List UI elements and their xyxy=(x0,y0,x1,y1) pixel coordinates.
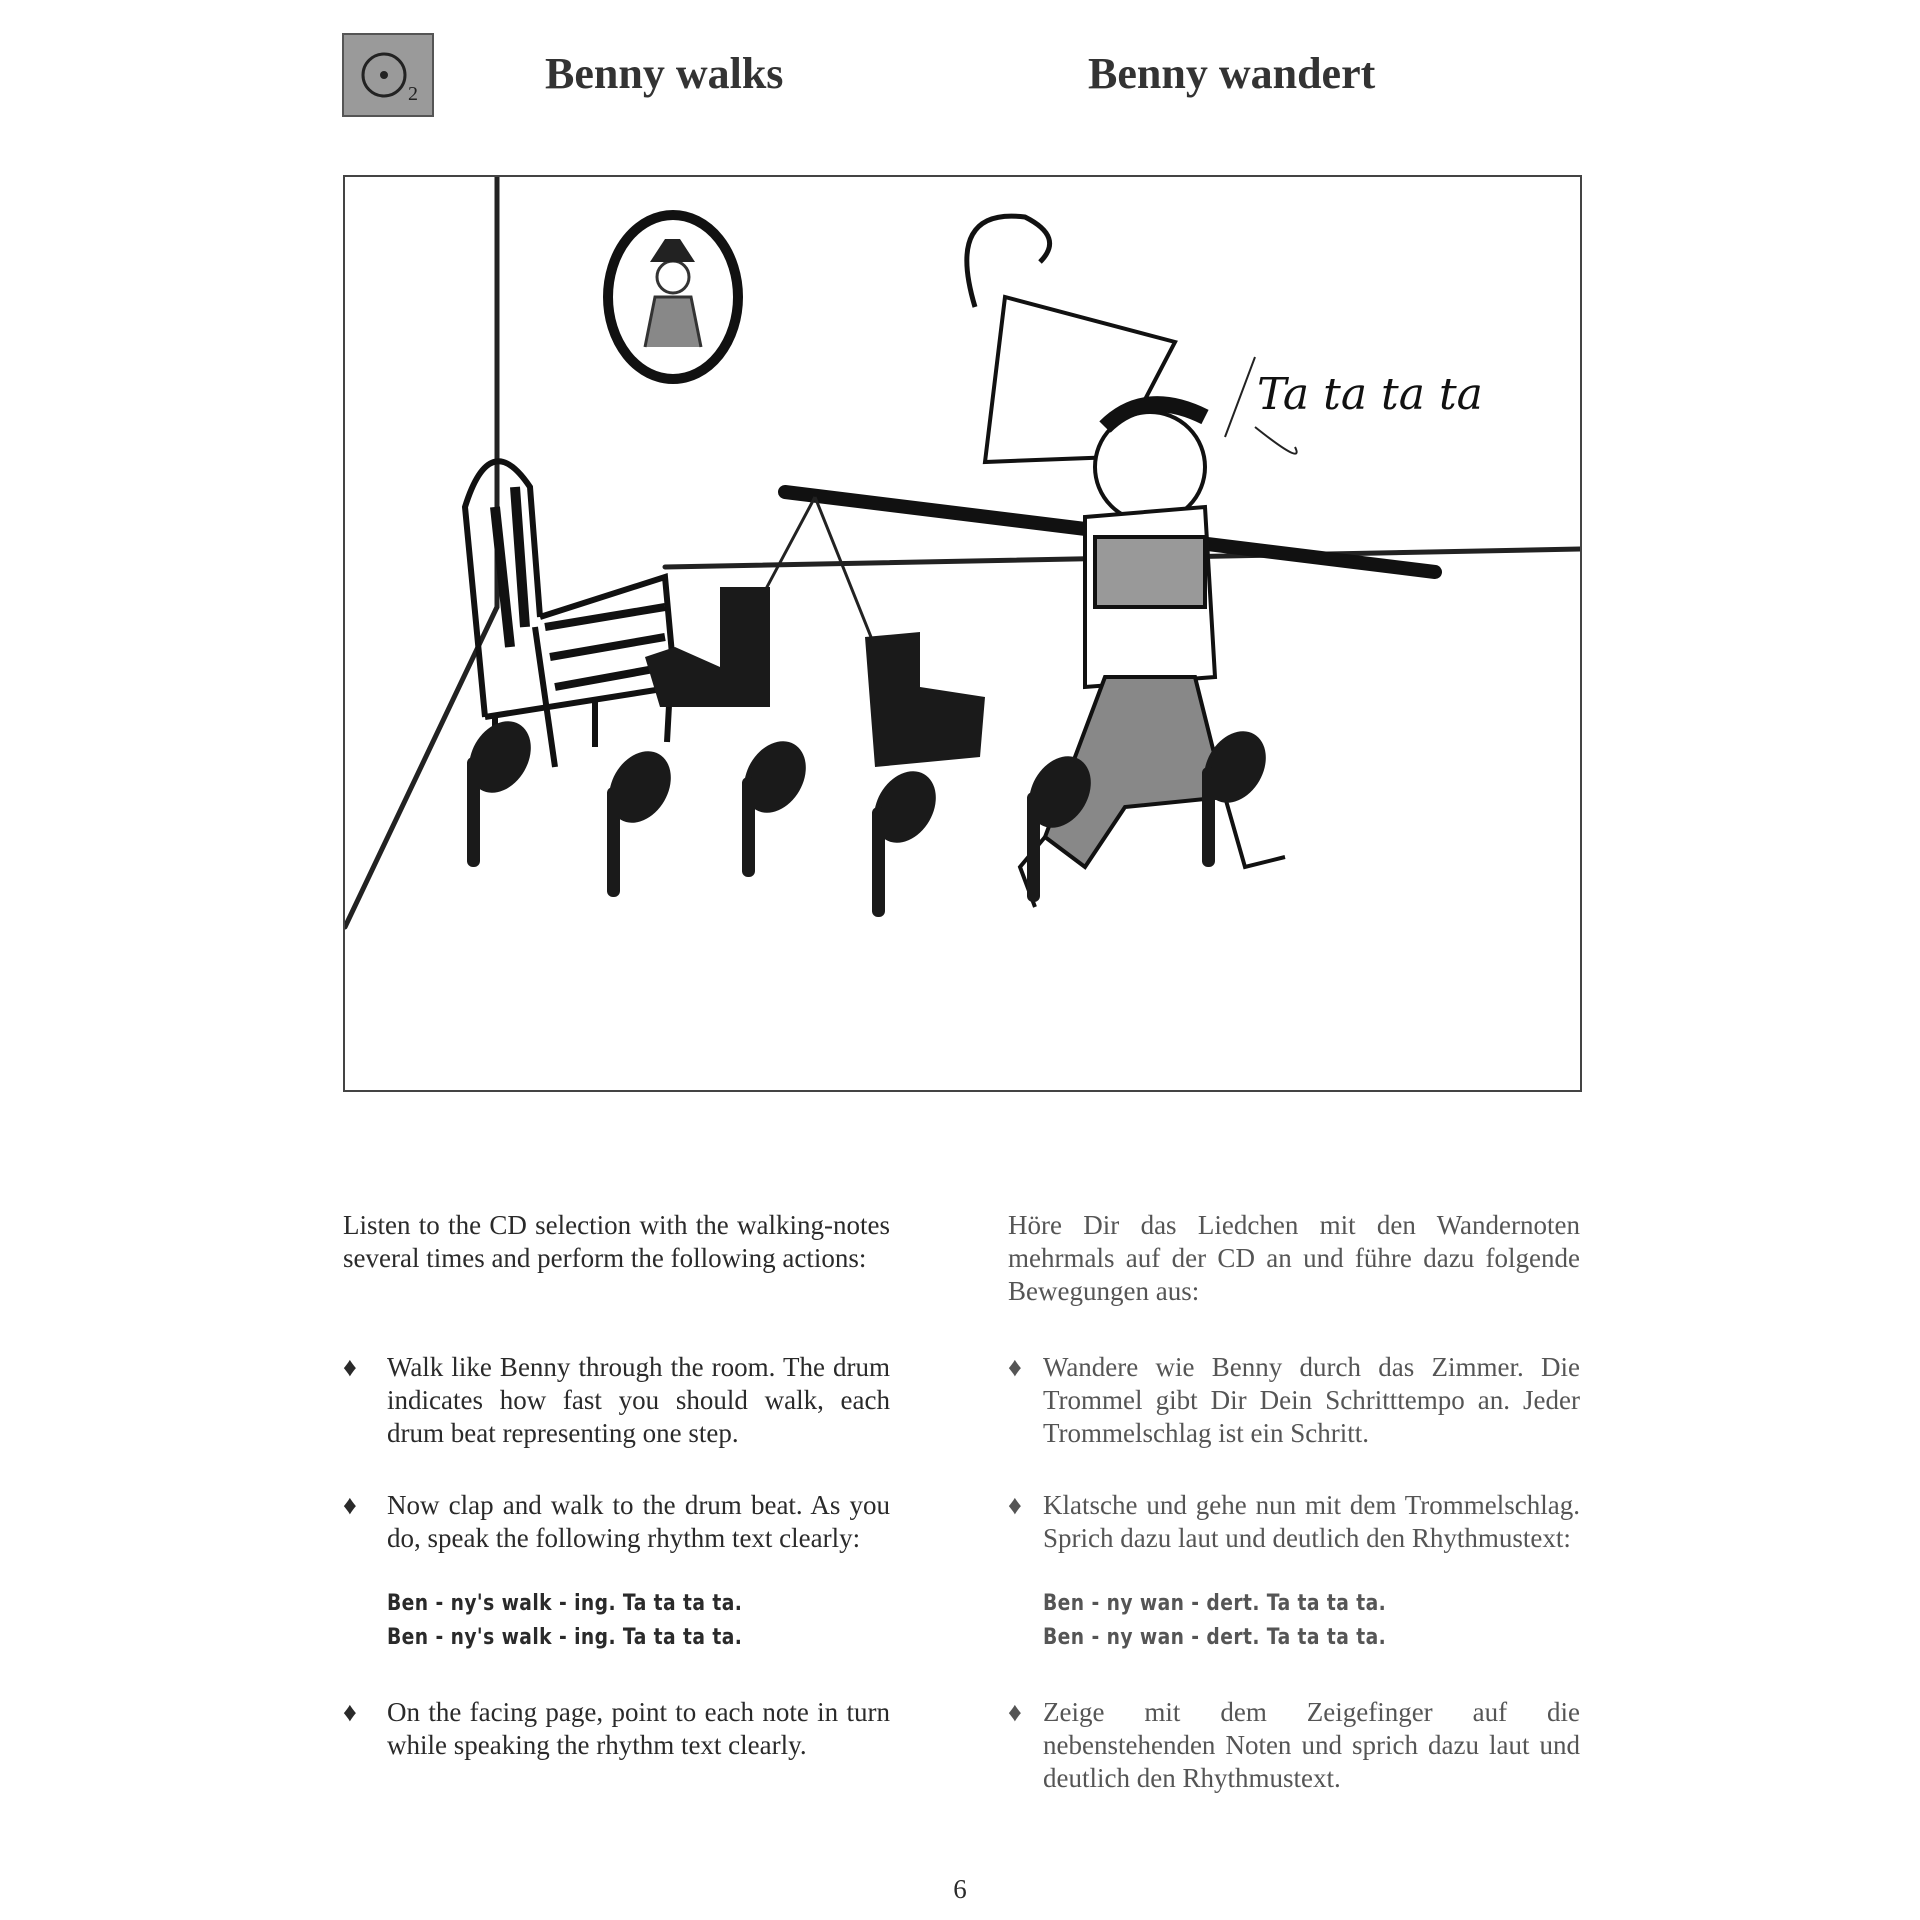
title-german: Benny wandert xyxy=(1088,49,1376,98)
bullet-text: Now clap and walk to the drum beat. As you do, speak the following rhythm text clearly: xyxy=(387,1490,890,1553)
quarter-note xyxy=(457,710,543,867)
rhythm-text-en xyxy=(343,1587,890,1655)
title-english: Benny walks xyxy=(545,49,784,98)
intro-de: Höre Dir das Liedchen mit den Wandernoten mehrmals auf der CD an und führe dazu folgende Bewegungen aus: xyxy=(1008,1210,1580,1306)
illustration xyxy=(343,175,1582,1092)
diamond-bullet-icon: ♦ xyxy=(1008,1490,1022,1520)
bullet-item-en xyxy=(343,1489,890,1555)
page-number: 6 xyxy=(953,1874,967,1904)
rhythm-line: Ben - ny wan - dert. Ta ta ta ta. xyxy=(1043,1625,1387,1650)
cd-track-icon xyxy=(342,33,434,117)
bullet-text: Klatsche und gehe nun mit dem Trommelschlag. Sprich dazu laut und deutlich den Rhythmustext: xyxy=(1043,1490,1580,1553)
bullet-text: Walk like Benny through the room. The drum indicates how fast you should walk, each drum beat representing one step. xyxy=(387,1352,890,1448)
cd-track-number: 2 xyxy=(408,83,418,105)
boots xyxy=(645,587,985,767)
bullet-item-en xyxy=(343,1351,890,1450)
bullet-text: On the facing page, point to each note in turn while speaking the rhythm text clearly. xyxy=(387,1697,890,1760)
quarter-note xyxy=(862,760,948,917)
bullet-text: Zeige mit dem Zeigefinger auf die nebenstehenden Noten und sprich dazu laut und deutlich den Rhythmustext. xyxy=(1043,1697,1580,1793)
bullet-item-de xyxy=(1008,1696,1580,1795)
bullet-item-en xyxy=(343,1696,890,1762)
quarter-note xyxy=(732,730,818,877)
diamond-bullet-icon: ♦ xyxy=(343,1352,357,1382)
rhythm-text-de xyxy=(1008,1587,1580,1655)
speech-text: Ta ta ta ta xyxy=(1257,369,1483,420)
rhythm-line: Ben - ny wan - dert. Ta ta ta ta. xyxy=(1043,1591,1387,1616)
intro-en: Listen to the CD selection with the walking-notes several times and perform the following actions: xyxy=(343,1210,890,1273)
rhythm-line: Ben - ny's walk - ing. Ta ta ta ta. xyxy=(387,1591,743,1616)
portrait-frame xyxy=(608,215,738,379)
bullet-item-de xyxy=(1008,1489,1580,1555)
rhythm-line: Ben - ny's walk - ing. Ta ta ta ta. xyxy=(387,1625,743,1650)
diamond-bullet-icon: ♦ xyxy=(1008,1352,1022,1382)
quarter-note xyxy=(597,740,683,897)
bullet-item-de xyxy=(1008,1351,1580,1450)
diamond-bullet-icon: ♦ xyxy=(343,1697,357,1727)
diamond-bullet-icon: ♦ xyxy=(1008,1697,1022,1727)
diamond-bullet-icon: ♦ xyxy=(343,1490,357,1520)
cd-disc-icon xyxy=(344,35,432,115)
bullet-text: Wandere wie Benny durch das Zimmer. Die Trommel gibt Dir Dein Schritttempo an. Jeder Trommelschlag ist ein Schritt. xyxy=(1043,1352,1580,1448)
